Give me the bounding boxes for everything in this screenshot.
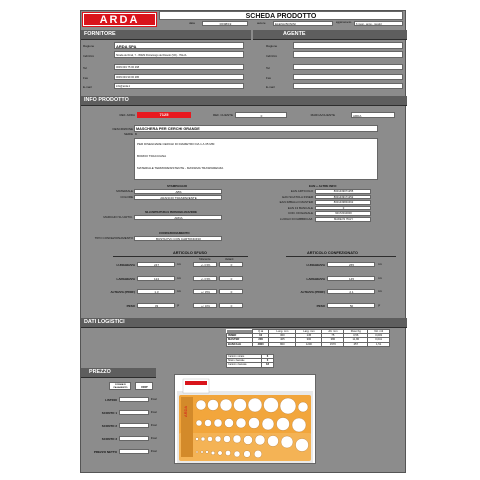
conf-unit: mm xyxy=(378,290,382,293)
sfuso-var: 0 xyxy=(219,276,243,281)
logistici-col: Lung. mm xyxy=(269,330,296,334)
sfuso-var: 0 xyxy=(219,303,243,308)
fornitore-name-text: ARDA SPA xyxy=(116,44,137,49)
materiale-label: MATERIALE xyxy=(116,189,133,193)
ean-label: EAN 13 BANCALE xyxy=(287,205,313,210)
ean-label: EAN IMBALLO MASTER xyxy=(279,200,313,205)
logistici-col: Larg. mm xyxy=(296,330,322,334)
materiale-value: ABS xyxy=(134,189,222,194)
prezzo-input[interactable] xyxy=(119,397,149,402)
logistici-extra-value: 3 xyxy=(262,359,274,363)
sfuso-unit: gr xyxy=(177,303,180,307)
ean-value: 8001439171252 xyxy=(315,195,371,200)
logistici-cell: 145 xyxy=(296,334,322,338)
conf-label: LUNGHEZZA xyxy=(306,263,325,267)
forma-label xyxy=(109,382,131,390)
ean-value: 90172010000 xyxy=(315,211,371,216)
serie-value: 0 xyxy=(135,132,137,136)
logistici-cell: 0,003 xyxy=(368,334,390,338)
fornitore-tel-label: Tel xyxy=(83,66,87,70)
conf-unit: gr xyxy=(378,303,381,307)
prezzo-unit: €/cad xyxy=(151,438,157,440)
prezzo-input[interactable] xyxy=(119,410,149,415)
logistici-cell: 1200 xyxy=(296,342,322,346)
forma-label-text: FORMA DI PAGAMENTO xyxy=(113,384,128,389)
logistici-extra-label: Strati x bancale xyxy=(227,359,262,363)
tol-label: Tolleranza xyxy=(199,258,211,261)
logistici-cell: 300 xyxy=(269,334,296,338)
sfuso-unit: mm xyxy=(177,263,181,266)
product-sheet xyxy=(80,10,406,473)
prezzo-input[interactable] xyxy=(119,449,149,454)
conf-value: 50 xyxy=(327,303,375,308)
marchio-value: ARDA xyxy=(134,215,222,220)
logistici-cell: 405 xyxy=(269,338,296,342)
prezzo-label: SCONTO 2 xyxy=(101,424,117,428)
var-label: Varianti xyxy=(225,258,234,261)
tipo-conf-label: TIPO CONFEZIONAMENTO xyxy=(94,236,133,240)
logistici-extra-body xyxy=(227,355,274,368)
tipo-conf-value: BUSTA PVC CON CARTONCINO xyxy=(134,236,222,241)
logistici-extra-table xyxy=(226,354,274,368)
logistici-cell: 11,80 xyxy=(344,338,368,342)
logistici-body xyxy=(227,334,390,347)
agente-email-label: E-mail xyxy=(266,85,275,89)
logistici-table xyxy=(226,329,390,347)
marchio-label: MARCHIO SU ARTIC. xyxy=(103,215,133,219)
sfuso-value: 1,3 xyxy=(137,289,175,294)
serie-label: SERIE xyxy=(123,132,133,136)
logistici-cell: 800 xyxy=(269,342,296,346)
logistici-cell: 0,041 xyxy=(368,338,390,342)
logistici-cell: 1,51 xyxy=(368,342,390,346)
fornitore-email[interactable]: info@arda.it xyxy=(114,83,244,89)
logistici-cell: 10 xyxy=(253,334,269,338)
agente-ragione[interactable] xyxy=(293,42,403,49)
fornitore-tel: 0039 049 75 00 268 xyxy=(114,64,244,70)
svg-text:ARDA: ARDA xyxy=(183,405,188,417)
sfuso-label: LUNGHEZZA xyxy=(116,263,135,267)
conf-value: 265 xyxy=(327,262,375,267)
date-value: 06/08/19 xyxy=(202,21,248,26)
info-header: INFO PRODOTTO xyxy=(81,96,407,105)
descrizione-label: DESCRIZIONE xyxy=(112,127,133,131)
sfuso-label: ALTEZZA (PROF) xyxy=(110,290,135,294)
prezzo-label: LISTINO xyxy=(105,398,117,402)
ruler-icon xyxy=(175,375,317,465)
agente-fax[interactable] xyxy=(293,74,403,80)
author-value: ELENA BONINI xyxy=(273,21,333,26)
stampaggio-title: STAMPAGGIO xyxy=(167,184,188,188)
agente-header: AGENTE xyxy=(253,30,407,39)
sfuso-tol: +/- 15% xyxy=(193,289,217,294)
agente-fax-label: Fax xyxy=(266,76,272,80)
ref-cliente-value: 0 xyxy=(235,112,287,118)
desc-line-3: MATERIALE TERMORESISTENTE - MASSIMA TRASPARENZA xyxy=(137,166,224,170)
agente-indirizzo-label: Indirizzo xyxy=(266,54,278,58)
page-title: SCHEDA PRODOTTO xyxy=(159,11,403,20)
conf-value: 145 xyxy=(327,276,375,281)
prezzo-input[interactable] xyxy=(119,423,149,428)
conf-label: ALTEZZA (PROF) xyxy=(300,290,325,294)
logistici-col: Peso Kg xyxy=(344,330,368,334)
logistici-col: Q.tà xyxy=(253,330,269,334)
conf-unit: mm xyxy=(378,263,382,266)
brand-logo xyxy=(83,13,156,26)
logistici-cell: 75 xyxy=(322,334,344,338)
sfuso-label: LARGHEZZA xyxy=(116,276,135,281)
ean-value: 0 xyxy=(315,206,371,211)
fornitore-indirizzo: Strada del Frati, 7 - 35029 Pontelongo del Dosolo (VR) - ITALIA xyxy=(114,51,244,58)
brand-name: ARDA xyxy=(99,14,140,26)
logistici-extra-value: 18 xyxy=(262,363,274,367)
prezzo-label: SCONTO 1 xyxy=(101,411,117,415)
sfuso-label: PESO xyxy=(126,303,135,308)
prezzo-unit: €/cad xyxy=(151,412,157,414)
confezionato-title: ARTICOLO CONFEZIONATO xyxy=(307,251,358,255)
agente-tel-label: Tel xyxy=(266,66,270,70)
fornitore-indirizzo-label: Indirizzo xyxy=(83,54,95,58)
conf-label: PESO xyxy=(316,303,325,308)
ref-cliente-label: REF. CLIENTE xyxy=(212,113,233,117)
prezzo-unit: €/cad xyxy=(151,451,157,453)
agente-indirizzo[interactable] xyxy=(293,51,403,58)
logistici-cell: 4800 xyxy=(253,342,269,346)
fornitore-fax-label: Fax xyxy=(83,76,89,80)
table-row xyxy=(227,363,274,367)
sfuso-tol: +/- 0,5% xyxy=(193,276,217,281)
fornitore-fax: 0039 049 99 00 286 xyxy=(114,74,244,80)
ref-arda-value: 7125 xyxy=(137,112,191,118)
logistici-row-name: BANCALE xyxy=(227,342,253,346)
logistici-cell: 1570 xyxy=(322,342,344,346)
agente-ragione-label: Ragione xyxy=(266,44,278,48)
sfuso-value: 124 xyxy=(137,276,175,281)
ref-arda-label: REF. ARDA xyxy=(119,113,135,117)
logistici-cell: 200 xyxy=(253,338,269,342)
table-row xyxy=(227,342,390,346)
logistici-cell: 0,56 xyxy=(344,334,368,338)
prezzo-unit: €/cad xyxy=(151,425,157,427)
desc-block xyxy=(134,138,378,180)
ean-label: LUOGO DI FABBRICAZ. xyxy=(279,217,313,221)
ean-label: COD. DOGANALE xyxy=(287,211,313,216)
date-label: data xyxy=(189,21,195,25)
prezzo-input[interactable] xyxy=(119,436,149,441)
logistici-row-name: MASTER xyxy=(227,338,253,342)
serigrafia-title: SILLUMITRATURA E PERSONALIZZAZIONE xyxy=(145,211,197,214)
ean-value: 8001439840462 xyxy=(315,200,371,205)
fornitore-email-label: E-mail xyxy=(83,85,92,89)
logistici-cell: 380 xyxy=(322,338,344,342)
colore-label: COLORE xyxy=(120,195,133,199)
agente-tel[interactable] xyxy=(293,64,403,70)
prezzo-unit: €/cad xyxy=(151,399,157,401)
colore-value: ARANCIO TRASPARENTE xyxy=(134,195,222,200)
logistici-extra-label: Cartoni x strato xyxy=(227,355,262,359)
logistici-col: Vol. m3 xyxy=(368,330,390,334)
sfuso-value: 33 xyxy=(137,303,175,308)
descrizione-value: MASCHERA PER CERCHI GRANDE xyxy=(134,125,378,132)
fornitore-header: FORNITORE xyxy=(81,30,251,39)
sfuso-var: 0 xyxy=(219,262,243,267)
prezzo-label: PREZZO NETTO xyxy=(93,450,117,454)
sfuso-var: 0 xyxy=(219,289,243,294)
desc-line-1: PER DISEGNARE CERCHI DI DIAMETRO DA 1 A 35 MM xyxy=(137,142,215,146)
ean-value: 8001439071255 xyxy=(315,189,371,194)
marca-value: ARDA xyxy=(351,112,395,118)
conf-unit: mm xyxy=(378,276,382,280)
desc-line-2: BORDO TRACCIANA xyxy=(137,154,167,158)
conf-value: 2,1 xyxy=(327,289,375,294)
sfuso-unit: mm xyxy=(177,276,181,280)
logistici-cell: 300 xyxy=(296,338,322,342)
logistici-row-name: INNER xyxy=(227,334,253,338)
fornitore-name xyxy=(114,42,244,49)
conf-label: LARGHEZZA xyxy=(306,276,325,281)
prezzo-header: PREZZO xyxy=(81,368,156,377)
logistici-cell: 257 xyxy=(344,342,368,346)
fornitore-ragione-label: Ragione xyxy=(83,44,95,48)
logistici-extra-value: 6 xyxy=(262,355,274,359)
marca-label: MARCA/CLIENTE xyxy=(310,113,335,117)
update-value: 6 mesi - anno - mesiid xyxy=(354,21,403,26)
ean-label: EAN SCATOLA INNER xyxy=(282,194,313,199)
author-label: autore xyxy=(257,21,266,25)
sfuso-unit: mm xyxy=(177,290,181,293)
sfuso-title: ARTICOLO SFUSO xyxy=(173,251,207,255)
agente-email[interactable] xyxy=(293,83,403,89)
ean-title: EAN + ALTRE INFO xyxy=(309,184,337,188)
logistici-extra-label: Cartoni x bancale xyxy=(227,363,262,367)
logistici-col: Alt. mm xyxy=(322,330,344,334)
prezzo-label: SCONTO 3 xyxy=(101,437,117,441)
ean-value: MADE IN ITALY xyxy=(315,217,371,222)
sfuso-tol: +/- 10% xyxy=(193,303,217,308)
sfuso-value: 247 xyxy=(137,262,175,267)
product-image xyxy=(174,374,316,464)
update-label: aggiornamento xyxy=(336,22,352,24)
ean-label: EAN ARTICOLO xyxy=(290,189,313,193)
sfuso-tol: +/- 0,5% xyxy=(193,262,217,267)
forma-value: DDP xyxy=(135,382,153,390)
confezionamento-title: CONFEZIONAMENTO xyxy=(159,231,190,235)
logistici-header: DATI LOGISTICI xyxy=(81,318,407,327)
